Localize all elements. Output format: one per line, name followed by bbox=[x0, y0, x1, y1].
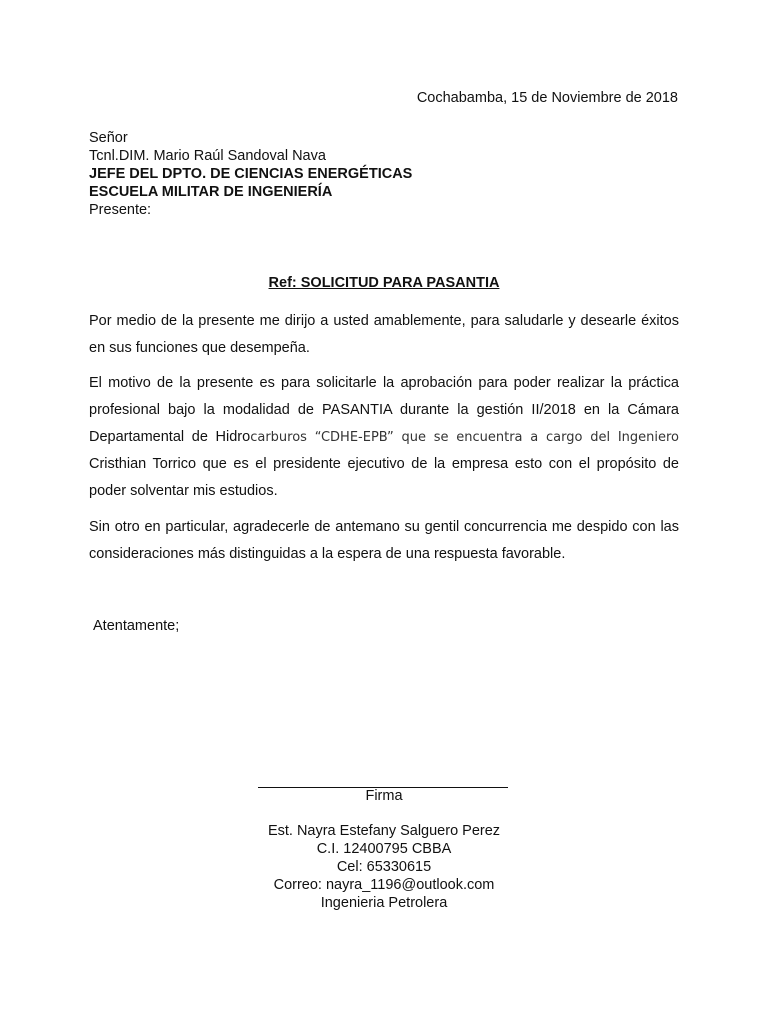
recipient-position: JEFE DEL DPTO. DE CIENCIAS ENERGÉTICAS bbox=[89, 166, 413, 182]
closing-line: Atentamente; bbox=[93, 618, 180, 634]
recipient-name: Tcnl.DIM. Mario Raúl Sandoval Nava bbox=[89, 148, 326, 164]
paragraph-request bbox=[89, 370, 679, 505]
paragraph-farewell: Sin otro en particular, agradecerle de antemano su gentil concurrencia me despido con las consideraciones más distinguidas a la espera de una respuesta favorable. bbox=[89, 519, 679, 562]
signer-id: C.I. 12400795 CBBA bbox=[316, 841, 452, 857]
signer-phone: Cel: 65330615 bbox=[336, 859, 432, 875]
date-line: Cochabamba, 15 de Noviembre de 2018 bbox=[416, 90, 678, 106]
paragraph-request-part-2: carburos “CDHE-EPB” que se encuentra a cargo del Ingeniero bbox=[250, 430, 679, 445]
reference-line: Ref: SOLICITUD PARA PASANTIA bbox=[268, 275, 500, 291]
presente-line: Presente: bbox=[89, 202, 152, 218]
paragraph-greeting: Por medio de la presente me dirijo a usted amablemente, para saludarle y desearle éxitos en sus funciones que desempeña. bbox=[89, 313, 679, 356]
signature-label: Firma bbox=[365, 788, 403, 804]
addressee-block bbox=[89, 129, 412, 219]
signer-email: Correo: nayra_1196@outlook.com bbox=[273, 877, 495, 893]
signer-career: Ingenieria Petrolera bbox=[320, 895, 448, 911]
salutation: Señor bbox=[89, 130, 128, 146]
recipient-institution: ESCUELA MILITAR DE INGENIERÍA bbox=[89, 184, 333, 200]
signature-block bbox=[234, 787, 534, 912]
paragraph-request-part-1: El motivo de la presente es para solicitarle la aprobación para poder realizar la práctica profesional bajo la modalidad de PASANTIA durante la gestión II/2018 en la Cámara Departamental de Hidro bbox=[89, 375, 679, 445]
paragraph-request-part-3: Cristhian Torrico que es el presidente ejecutivo de la empresa esto con el propósito de poder solventar mis estudios. bbox=[89, 456, 679, 499]
signer-name: Est. Nayra Estefany Salguero Perez bbox=[267, 823, 501, 839]
